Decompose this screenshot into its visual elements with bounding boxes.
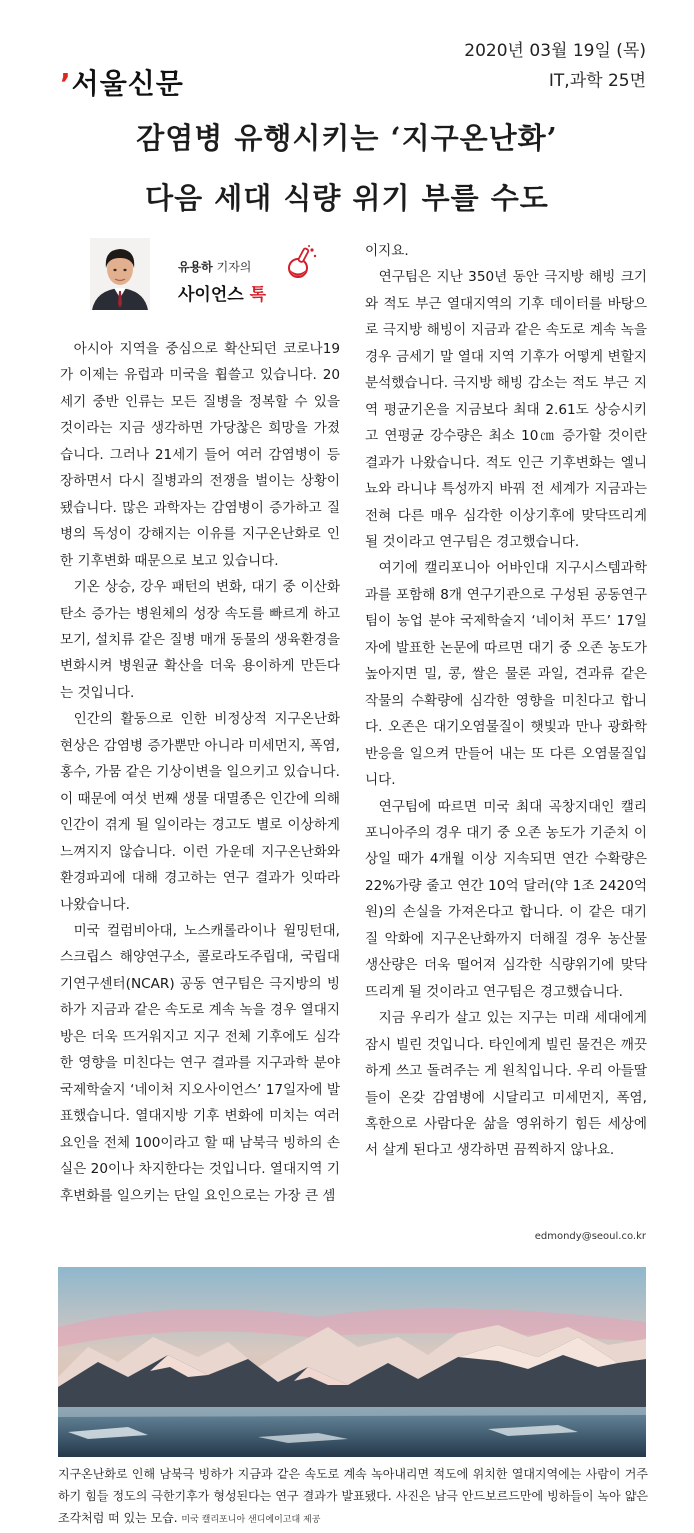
article-body-right-column [365, 238, 647, 1164]
article-photo-antarctic-glaciers [58, 1267, 646, 1457]
paragraph: 기온 상승, 강우 패턴의 변화, 대기 중 이산화탄소 증가는 병원체의 성장 속도를 빠르게 하고 모기, 설치류 같은 질병 매개 동물의 생육환경을 변화시켜 병원균 확산을 더욱 용이하게 만든다는 것입니다. [60, 579, 340, 701]
paragraph: 아시아 지역을 중심으로 확산되던 코로나19가 이제는 유럽과 미국을 휩쓸고 있습니다. 20세기 중반 인류는 모든 질병을 정복할 수 있을 것이라는 지금 생각하면 가당찮은 희망을 가졌습니다. 그러나 21세기 들어 여러 감염병이 등장하면서 다시 질병과의 전쟁을 벌이는 상황이 됐습니다. 많은 과학자는 감염병이 증가하고 질병의 독성이 강해지는 이유를 지구온난화로 인한 기후변화 때문으로 보고 있습니다. [60, 341, 340, 569]
headline-line-1: 감염병 유행시키는 ‘지구온난화’ [136, 121, 558, 155]
reporter-email: edmondy@seoul.co.kr [534, 1231, 646, 1242]
column-title [178, 280, 266, 305]
reporter-name: 유용하 [178, 260, 213, 274]
paragraph: 연구팀에 따르면 미국 최대 곡창지대인 캘리포니아주의 경우 대기 중 오존 농도가 기준치 이상일 때가 4개월 이상 지속되면 연간 수확량은 22%가량 줄고 연간 10억 달러(약 1조 2420억원)의 손실을 가져온다고 합니다. 이 같은 대기질 악화에 지구온난화까지 더해질 경우 농산물 생산량은 더욱 떨어져 심각한 식량위기에 맞닥뜨리게 될 것이라고 연구팀은 경고했습니다. [365, 798, 647, 1000]
paragraph: 여기에 캘리포니아 어바인대 지구시스템과학과를 포함해 8개 연구기관으로 구성된 공동연구팀이 농업 분야 국제학술지 ‘네이처 푸드’ 17일자에 발표한 논문에 따르면 대기 중 오존 농도가 높아지면 밀, 콩, 쌀은 물론 과일, 견과류 같은 작물의 수확량에 심각한 영향을 미친다고 합니다. 오존은 대기오염물질이 햇빛과 만나 광화학반응을 일으켜 만들어 내는 또 다른 오염물질입니다. [365, 560, 647, 789]
headline [0, 108, 694, 228]
photo-caption [58, 1463, 648, 1531]
reporter-portrait [90, 238, 150, 310]
paragraph: 연구팀은 지난 350년 동안 극지방 해빙 크기와 적도 부근 열대지역의 기후 데이터를 바탕으로 극지방 해빙이 지금과 같은 속도로 계속 녹을 경우 금세기 말 열대 지역 기후가 어떻게 변할지 분석했습니다. 극지방 해빙 감소는 적도 부근 지역 평균기온을 지금보다 최대 2.61도 상승시키고 연평균 강수량은 최소 10㎝ 증가할 것이란 결과가 나왔습니다. 적도 인근 기후변화는 엘니뇨와 라니냐 특성까지 바꿔 전 세계가 지금과는 전혀 다른 매우 심각한 이상기후에 맞닥뜨리게 될 것이라고 연구팀은 경고했습니다. [365, 269, 647, 550]
page-section: IT,과학 25면 [548, 71, 646, 91]
byline-suffix: 기자의 [212, 260, 252, 274]
caption-text: 지구온난화로 인해 남북극 빙하가 지금과 같은 속도로 계속 녹아내리면 적도에 위치한 열대지역에는 사람이 거주하기 힘들 정도의 극한기후가 형성된다는 연구 결과가 발표됐다. 사진은 남극 안드보르드만에 빙하들이 녹아 얇은 조각처럼 떠 있는 모습. [58, 1467, 648, 1525]
logo-text: 서울신문 [71, 67, 184, 100]
article-body-left-column [60, 336, 340, 1209]
paragraph: 지금 우리가 살고 있는 지구는 미래 세대에게 잠시 빌린 것입니다. 타인에게 빌린 물건은 깨끗하게 쓰고 돌려주는 게 원칙입니다. 우리 아들딸들이 온갖 감염병에 시달리고 미세먼지, 폭염, 혹한으로 사람다운 삶을 영위하기 힘든 세상에서 살게 된다고 생각하면 끔찍하지 않나요. [365, 1010, 647, 1159]
column-title-accent: 톡 [249, 285, 267, 305]
newspaper-logo [60, 62, 184, 102]
paragraph: 미국 컬럼비아대, 노스캐롤라이나 윌밍턴대, 스크립스 해양연구소, 콜로라도주립대, 국립대기연구센터(NCAR) 공동 연구팀은 극지방의 빙하가 지금과 같은 속도로 계속 녹을 경우 열대지방은 더욱 뜨거워지고 지구 전체 기후에도 심각한 영향을 미친다는 연구 결과를 지구과학 분야 국제학술지 ‘네이처 지오사이언스’ 17일자에 발표했습니다. 열대지방 기후 변화에 미치는 여러 요인을 전체 100이라고 할 때 남북극 빙하의 손실은 20이나 차지한다는 것입니다. 열대지역 기후변화를 일으키는 단일 요인으로는 가장 큰 셈 [60, 922, 340, 1204]
paragraph: 이지요. [365, 243, 409, 259]
logo-mark: ’ [60, 67, 72, 100]
photo-credit: 미국 캘리포니아 샌디에이고대 제공 [181, 1515, 321, 1525]
paragraph: 인간의 활동으로 인한 비정상적 지구온난화 현상은 감염병 증가뿐만 아니라 미세먼지, 폭염, 홍수, 가뭄 같은 기상이변을 일으키고 있습니다. 이 때문에 여섯 번째 생물 대멸종은 인간에 의해 인간이 겪게 될 일이라는 경고도 별로 이상하게 느껴지지 않습니다. 이런 가운데 지구온난화와 환경파괴에 대해 경고하는 연구 결과가 잇따라 나왔습니다. [60, 711, 340, 913]
test-tube-icon [284, 244, 318, 280]
column-header [90, 238, 360, 320]
column-byline [178, 258, 251, 275]
publication-date: 2020년 03월 19일 (목) [464, 41, 646, 61]
column-title-main: 사이언스 [178, 285, 250, 305]
dateline [464, 36, 646, 96]
headline-line-2: 다음 세대 식량 위기 부를 수도 [145, 181, 549, 215]
